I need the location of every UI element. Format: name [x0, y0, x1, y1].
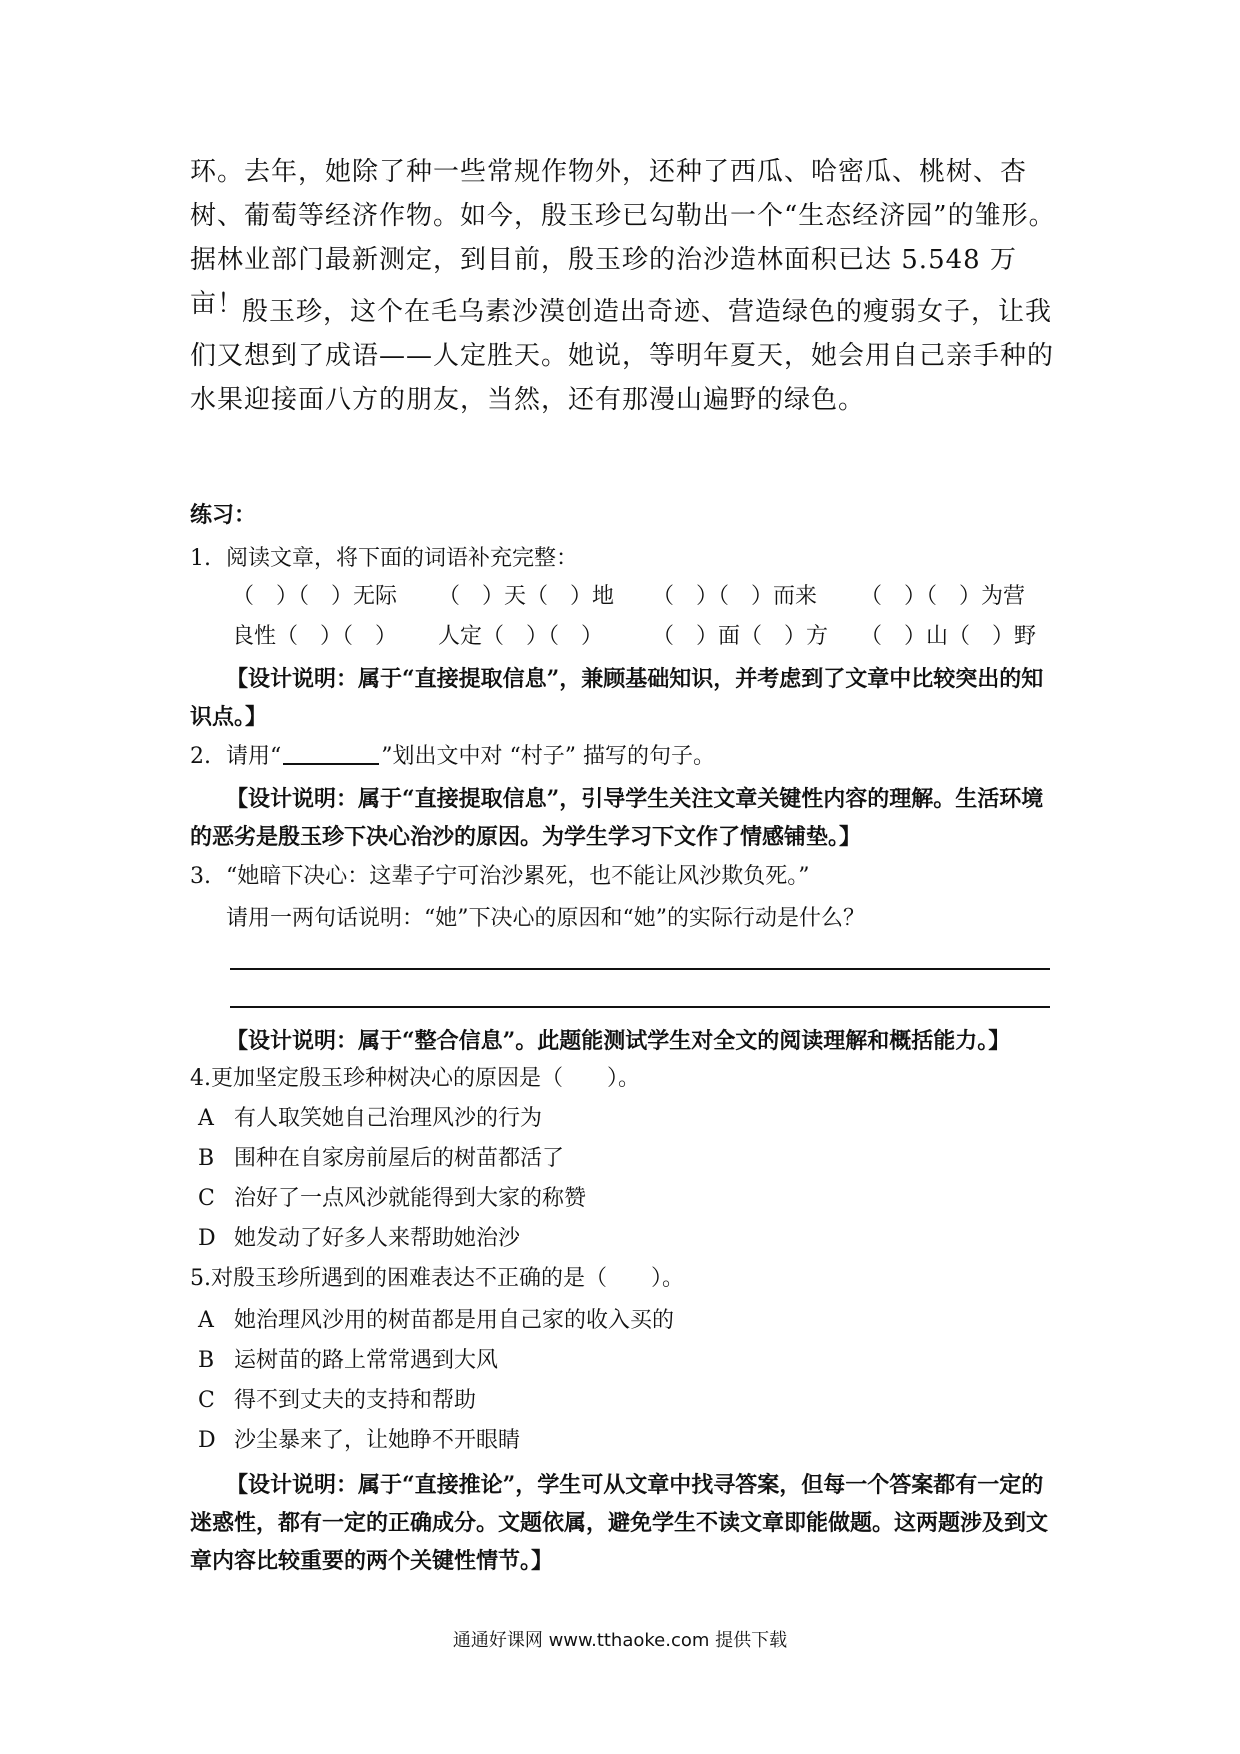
article-paragraph-2: 殷玉珍，这个在毛乌素沙漠创造出奇迹、营造绿色的瘦弱女子，让我们又想到了成语——人定胜天。她说，等明年夏天，她会用自己亲手种的水果迎接面八方的朋友，当然，还有那漫山遍野的绿色。: [190, 297, 1055, 415]
fill-item: （ ）天（ ）地: [438, 584, 615, 609]
option-letter: C: [198, 1388, 215, 1413]
option-letter: D: [198, 1428, 216, 1453]
q4-option-c: [198, 1184, 586, 1214]
option-text: 运树苗的路上常常遇到大风: [234, 1348, 499, 1373]
answer-line-1[interactable]: [230, 968, 1050, 970]
option-text: 有人取笑她自己治理风沙的行为: [234, 1106, 543, 1131]
option-letter: A: [198, 1308, 214, 1333]
option-text: 围种在自家房前屋后的树苗都活了: [234, 1146, 565, 1171]
q4-option-b: [198, 1144, 564, 1174]
answer-line-2[interactable]: [230, 1006, 1050, 1008]
q1-text: 阅读文章，将下面的词语补充完整：: [226, 546, 579, 571]
underline-sample: [283, 743, 379, 765]
fill-item: 良性（ ）（ ）: [232, 624, 398, 649]
q4-option-d: [198, 1224, 520, 1254]
article-paragraph-1: 环。去年，她除了种一些常规作物外，还种了西瓜、哈密瓜、桃树、杏树、葡萄等经济作物。如今，殷玉珍已勾勒出一个“生态经济园”的雏形。据林业部门最新测定，到目前，殷玉珍的治沙造林面积已达 5.548 万亩！: [190, 157, 1056, 319]
option-text: 她发动了好多人来帮助她治沙: [234, 1226, 521, 1251]
q2-number: 2.: [190, 744, 211, 769]
q1-design-note: 【设计说明：属于“直接提取信息”，兼顾基础知识，并考虑到了文章中比较突出的知识点。】: [190, 666, 1044, 730]
fill-item: （ ）（ ）而来: [652, 584, 818, 609]
fill-item: （ ）（ ）无际: [232, 584, 398, 609]
footer-text: 通通好课网 www.tthaoke.com 提供下载: [452, 1630, 788, 1651]
q4-text: 4.更加坚定殷玉珍种树决心的原因是（ ）。: [190, 1066, 640, 1091]
q5-option-b: [198, 1346, 498, 1376]
q1-number: 1.: [190, 546, 211, 571]
option-letter: C: [198, 1186, 215, 1211]
fill-item: （ ）（ ）为营: [860, 584, 1026, 609]
option-letter: B: [198, 1348, 215, 1373]
option-letter: B: [198, 1146, 215, 1171]
q5-option-c: [198, 1386, 476, 1416]
option-text: 得不到丈夫的支持和帮助: [234, 1388, 477, 1413]
option-letter: D: [198, 1226, 216, 1251]
q2-design-note: 【设计说明：属于“直接提取信息”，引导学生关注文章关键性内容的理解。生活环境的恶劣是殷玉珍下决心治沙的原因。为学生学习下文作了情感铺垫。】: [190, 786, 1044, 850]
q3-number: 3.: [190, 864, 211, 889]
q5-option-d: [198, 1426, 520, 1456]
fill-item: 人定（ ）（ ）: [438, 624, 604, 649]
q2-text-after: ”划出文中对 “村子” 描写的句子。: [381, 744, 715, 769]
q2-text: [226, 742, 715, 772]
q2-text-before: 请用“: [226, 744, 282, 769]
fill-item: （ ）山（ ）野: [860, 624, 1037, 649]
q5-option-a: [198, 1306, 674, 1336]
q5-design-note: 【设计说明：属于“直接推论”，学生可从文章中找寻答案，但每一个答案都有一定的迷惑性，都有一定的正确成分。文题依属，避免学生不读文章即能做题。这两题涉及到文章内容比较重要的两个关键性情节。】: [190, 1472, 1049, 1574]
option-letter: A: [198, 1106, 214, 1131]
q4-option-a: [198, 1104, 542, 1134]
exercises-heading: 练习：: [190, 502, 257, 528]
option-text: 她治理风沙用的树苗都是用自己家的收入买的: [234, 1308, 675, 1333]
option-text: 沙尘暴来了，让她睁不开眼睛: [234, 1428, 521, 1453]
fill-item: （ ）面（ ）方: [652, 624, 829, 649]
q3-quote: “她暗下决心：这辈子宁可治沙累死，也不能让风沙欺负死。”: [226, 864, 810, 889]
q5-text: 5.对殷玉珍所遇到的困难表达不正确的是（ ）。: [190, 1266, 684, 1291]
q3-text: 请用一两句话说明：“她”下决心的原因和“她”的实际行动是什么？: [226, 906, 865, 931]
option-text: 治好了一点风沙就能得到大家的称赞: [234, 1186, 587, 1211]
q3-design-note: 【设计说明：属于“整合信息”。此题能测试学生对全文的阅读理解和概括能力。】: [226, 1028, 1011, 1054]
